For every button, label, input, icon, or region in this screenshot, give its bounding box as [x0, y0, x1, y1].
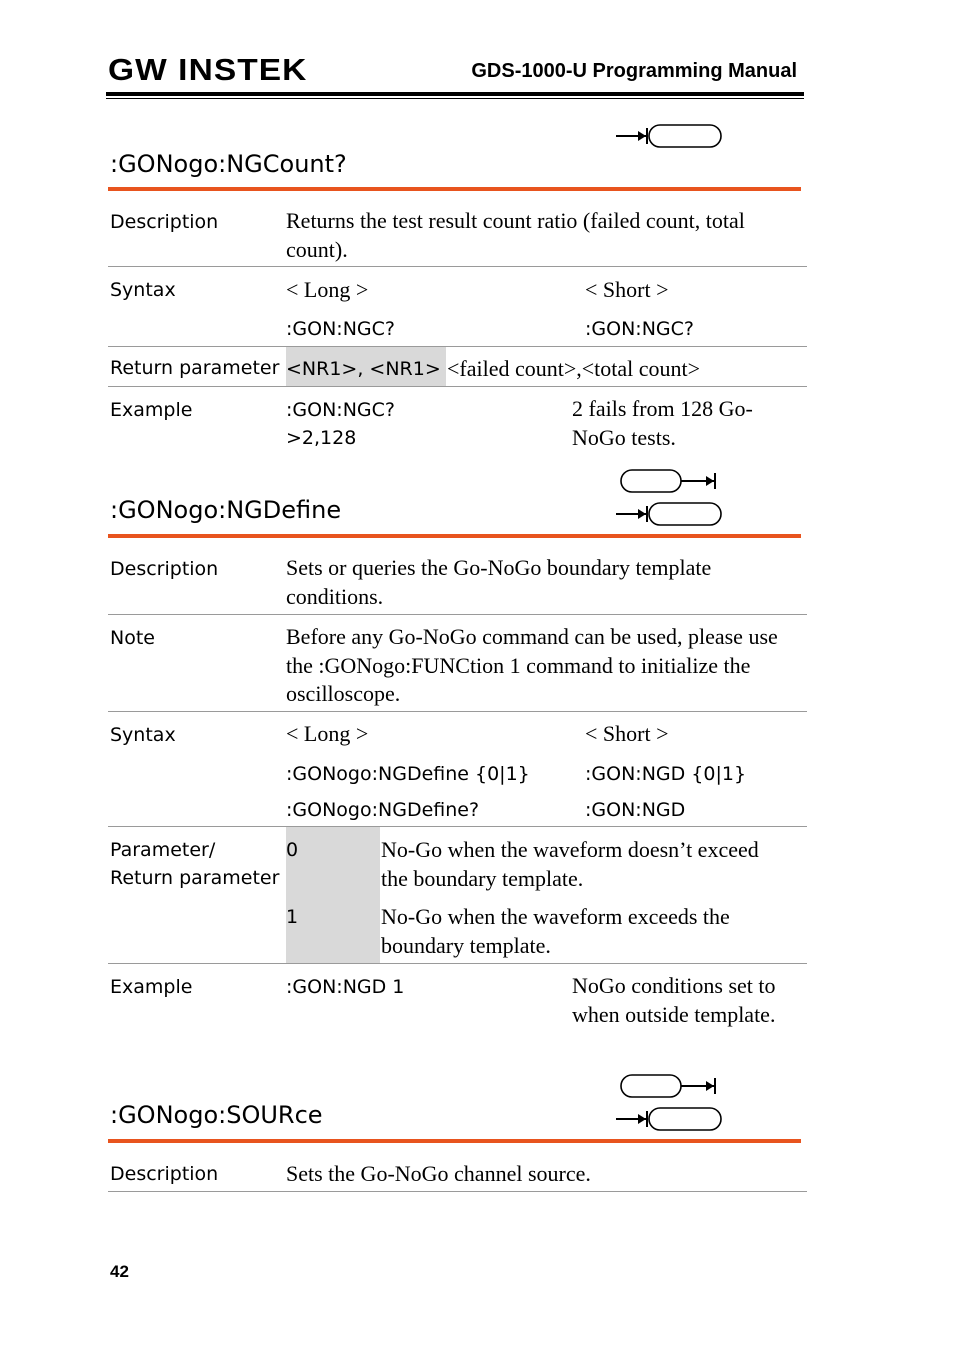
short-command: :GON:NGC?: [585, 318, 694, 340]
section-rule: [108, 187, 801, 191]
section-title-ngcount: :GONogo:NGCount?: [110, 150, 347, 178]
long-set-command: :GONogo:NGDefine {0|1}: [286, 763, 530, 785]
short-query-command: :GON:NGD: [585, 799, 686, 821]
parameter-description: No-Go when the waveform exceeds the boundary template.: [381, 904, 730, 958]
description-text: Returns the test result count ratio (failed count, total count).: [286, 208, 745, 262]
parameter-value-column: [286, 827, 380, 963]
example-description: NoGo conditions set to when outside template.: [572, 973, 776, 1027]
return-parameter-label: Return parameter: [110, 867, 280, 889]
section-title-source: :GONogo:SOURce: [110, 1101, 323, 1129]
long-header: < Long >: [286, 721, 369, 746]
row-divider: [108, 963, 807, 964]
example-response: >2,128: [286, 427, 357, 449]
header-rule-thin: [106, 98, 804, 99]
example-command: :GON:NGD 1: [286, 976, 405, 998]
description-label: Description: [110, 1163, 219, 1185]
row-divider: [108, 386, 807, 387]
example-description: 2 fails from 128 Go-NoGo tests.: [572, 396, 753, 450]
section-title-ngdefine: :GONogo:NGDefine: [110, 496, 342, 524]
syntax-label: Syntax: [110, 279, 176, 301]
note-label: Note: [110, 627, 155, 649]
gw-instek-logo: GW INSTEK: [108, 52, 308, 87]
long-query-command: :GONogo:NGDefine?: [286, 799, 480, 821]
example-command: :GON:NGC?: [286, 399, 395, 421]
short-header: < Short >: [585, 277, 669, 302]
short-set-command: :GON:NGD {0|1}: [585, 763, 747, 785]
set-query-arrow-icon: [616, 1067, 726, 1135]
parameter-value: 0: [286, 839, 299, 861]
description-label: Description: [110, 558, 219, 580]
page-number: 42: [110, 1262, 129, 1281]
row-divider: [108, 1191, 807, 1192]
long-command: :GON:NGC?: [286, 318, 395, 340]
long-header: < Long >: [286, 277, 369, 302]
section-rule: [108, 1139, 801, 1143]
description-text: Sets or queries the Go-NoGo boundary template conditions.: [286, 555, 712, 609]
return-format: <NR1>, <NR1>: [286, 358, 441, 380]
row-divider: [108, 711, 807, 712]
manual-title: GDS-1000-U Programming Manual: [471, 60, 797, 82]
description-label: Description: [110, 211, 219, 233]
query-arrow-icon: [616, 110, 726, 178]
note-text: Before any Go-NoGo command can be used, please use the :GONogo:FUNCtion 1 command to initialize the oscilloscope.: [286, 624, 778, 706]
description-text: Sets the Go-NoGo channel source.: [286, 1161, 591, 1186]
return-parameter-label: Return parameter: [110, 357, 280, 379]
set-query-arrow-icon: [616, 462, 726, 530]
row-divider: [108, 346, 807, 347]
header-rule: [106, 92, 804, 96]
syntax-label: Syntax: [110, 724, 176, 746]
parameter-label: Parameter/: [110, 839, 216, 861]
section-rule: [108, 534, 801, 538]
row-divider: [108, 826, 807, 827]
parameter-value: 1: [286, 906, 299, 928]
example-label: Example: [110, 976, 193, 998]
example-label: Example: [110, 399, 193, 421]
row-divider: [108, 266, 807, 267]
parameter-description: No-Go when the waveform doesn’t exceed the boundary template.: [381, 837, 759, 891]
row-divider: [108, 614, 807, 615]
short-header: < Short >: [585, 721, 669, 746]
return-description: <failed count>,<total count>: [447, 356, 701, 381]
